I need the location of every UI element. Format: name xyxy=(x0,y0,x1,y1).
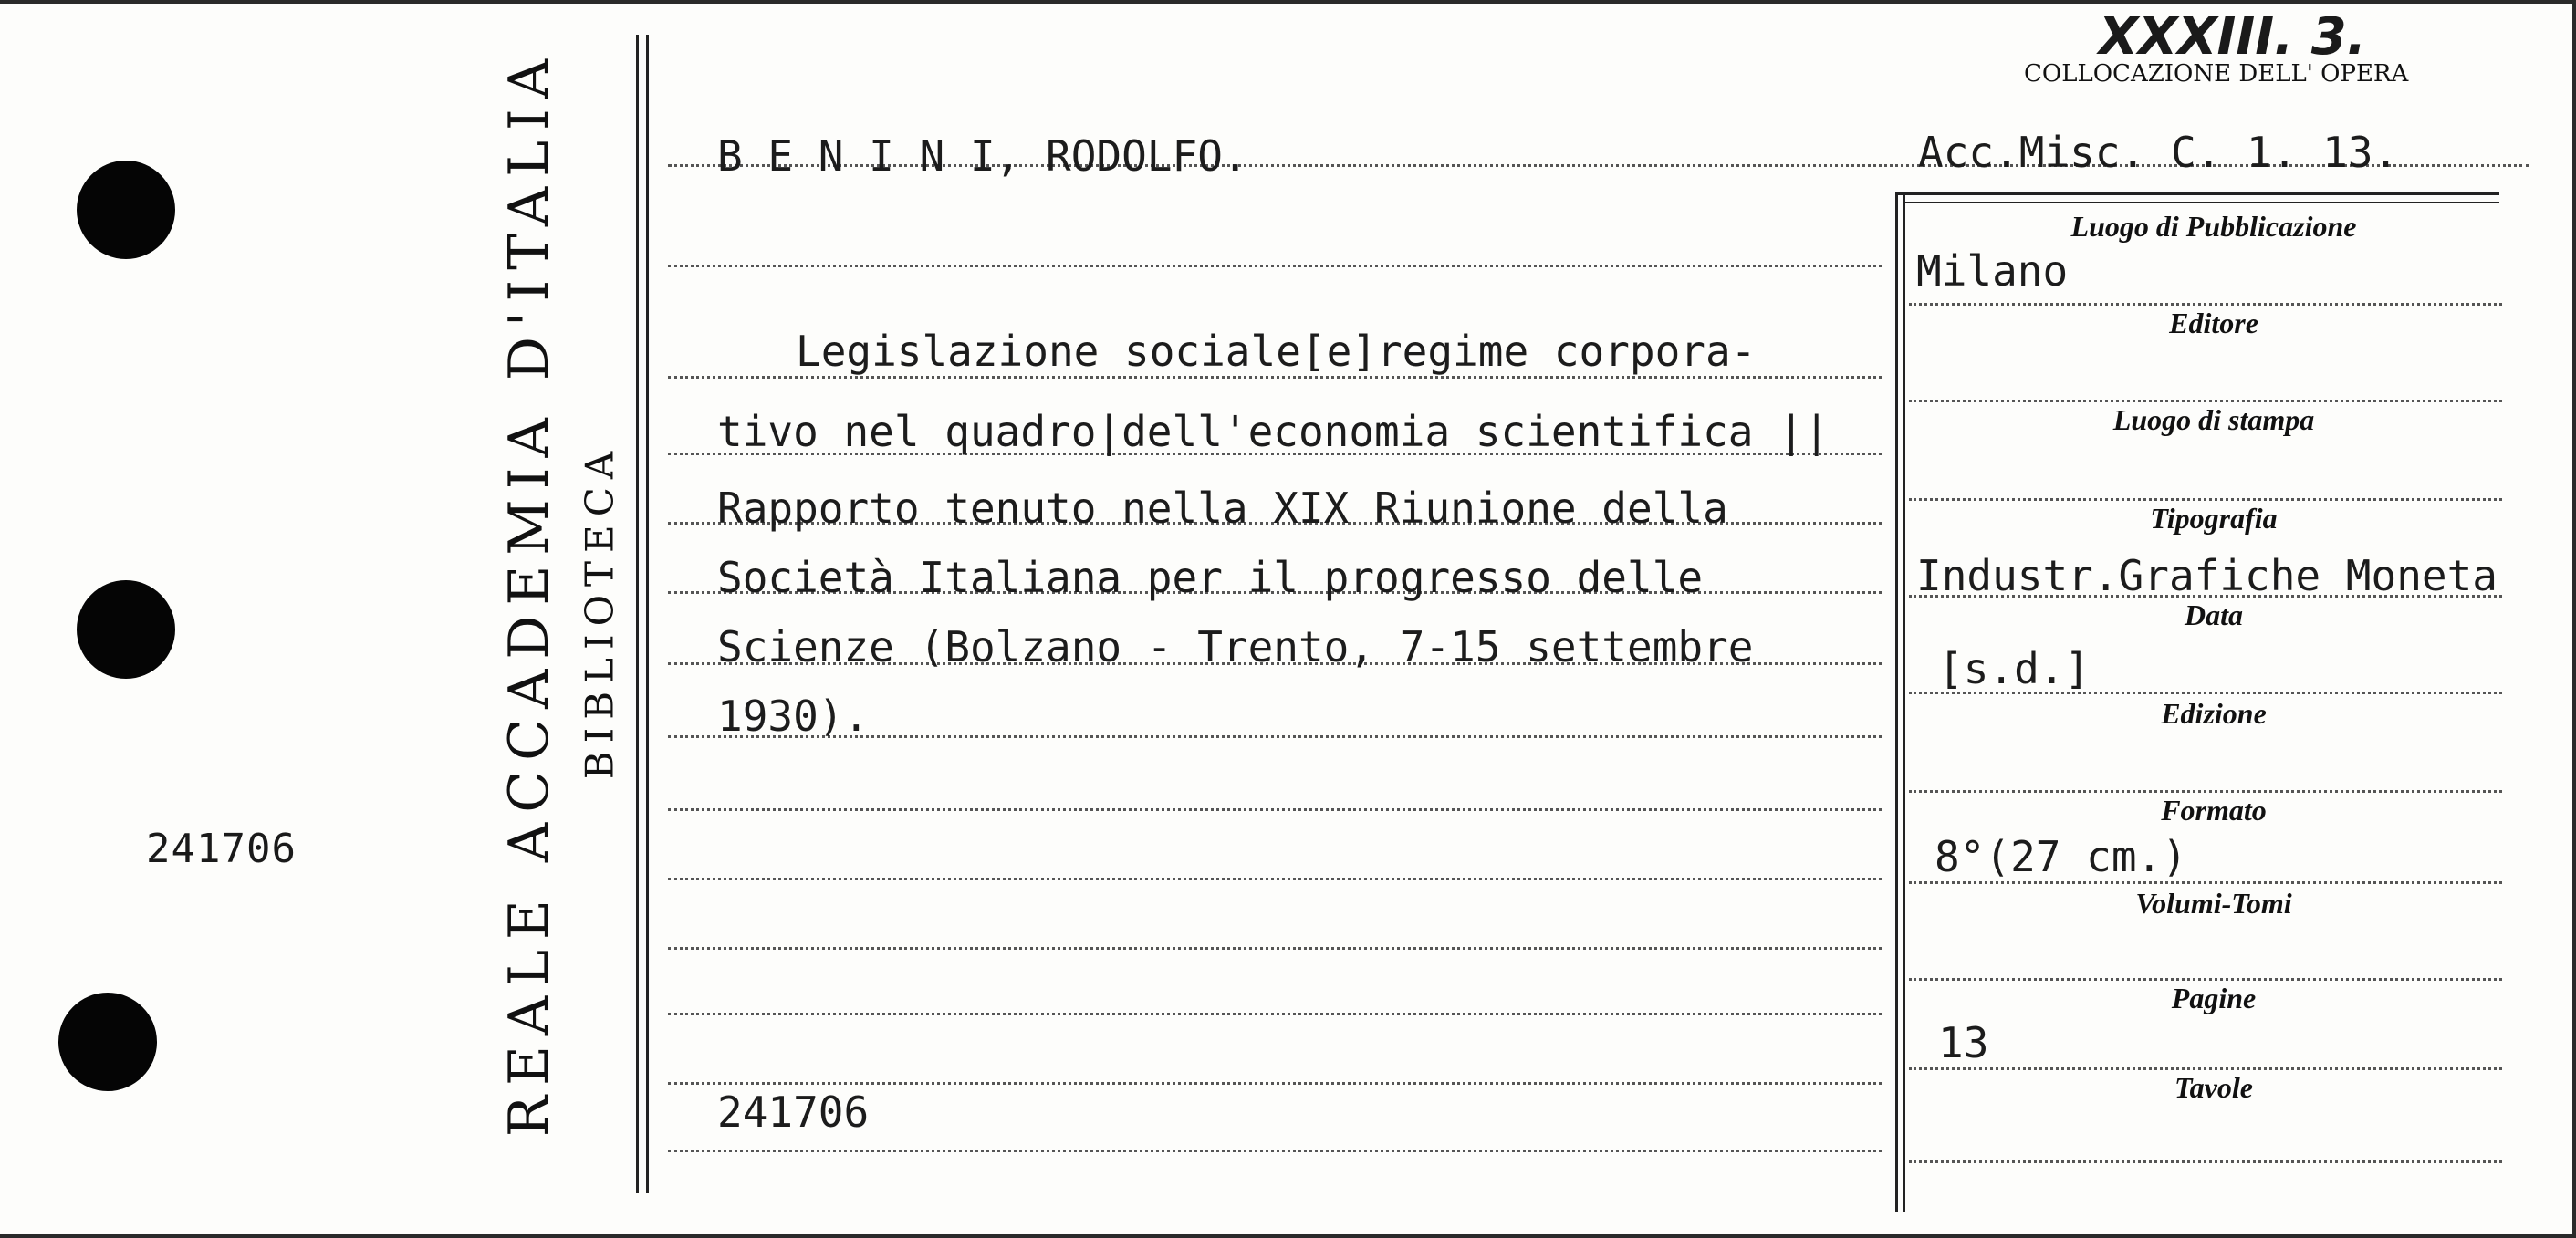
detail-line xyxy=(1909,498,2502,501)
entry-line xyxy=(668,1082,1882,1085)
value-pagine: 13 xyxy=(1938,1018,1989,1067)
call-number: Acc.Misc. C. 1. 13. xyxy=(1918,128,2399,177)
punch-hole-middle xyxy=(77,580,175,679)
label-formato: Formato xyxy=(2161,794,2267,827)
label-edizione: Edizione xyxy=(2161,697,2267,730)
right-box-rule-a xyxy=(1895,193,1898,1212)
detail-line xyxy=(1909,881,2502,884)
label-editore: Editore xyxy=(2169,307,2258,339)
detail-line xyxy=(1909,1160,2502,1163)
shelfmark-caption: COLLOCAZIONE DELL' OPERA xyxy=(2024,60,2409,88)
entry-line xyxy=(668,1013,1882,1015)
label-luogo-pubblicazione: Luogo di Pubblicazione xyxy=(2070,210,2357,243)
label-pagine: Pagine xyxy=(2171,982,2257,1014)
card-top-edge xyxy=(0,0,2576,4)
left-double-rule-b xyxy=(646,35,649,1193)
value-formato: 8°(27 cm.) xyxy=(1935,832,2187,881)
entry-line xyxy=(668,947,1882,950)
description-line: Legislazione sociale[e]regime corpora- xyxy=(796,327,1757,376)
description-line: Società Italiana per il progresso delle xyxy=(717,553,1704,602)
description-line: tivo nel quadro|dell'economia scientifica || xyxy=(717,407,1830,456)
value-data: [s.d.] xyxy=(1938,644,2091,693)
detail-line xyxy=(1909,303,2502,306)
entry-line xyxy=(668,808,1882,811)
entry-line xyxy=(668,376,1882,379)
right-box-top-rule-b xyxy=(1903,202,2499,203)
punch-hole-top xyxy=(77,161,175,259)
right-box-top-rule-a xyxy=(1895,192,2499,195)
label-tipografia: Tipografia xyxy=(2150,502,2278,535)
entry-inventory-number: 241706 xyxy=(717,1087,870,1137)
label-luogo-stampa: Luogo di stampa xyxy=(2112,403,2315,436)
detail-line xyxy=(1909,1067,2502,1070)
label-data: Data xyxy=(2185,598,2243,631)
detail-line xyxy=(1909,692,2502,694)
description-line: Rapporto tenuto nella XIX Riunione della xyxy=(717,484,1728,533)
library-name: BIBLIOTECA xyxy=(577,442,622,780)
entry-line xyxy=(668,878,1882,880)
author-heading: B E N I N I, RODOLFO. xyxy=(717,131,1248,181)
card-bottom-edge xyxy=(0,1234,2576,1238)
punch-hole-bottom xyxy=(58,993,157,1091)
card-right-edge xyxy=(2572,0,2576,1238)
entry-line xyxy=(668,265,1882,267)
detail-line xyxy=(1909,978,2502,981)
value-tipografia: Industr.Grafiche Moneta xyxy=(1916,551,2498,600)
value-luogo-pubblicazione: Milano xyxy=(1916,246,2069,296)
side-inventory-number: 241706 xyxy=(146,826,297,872)
institution-name: REALE ACCADEMIA D'ITALIA xyxy=(497,48,561,1138)
left-double-rule-a xyxy=(636,35,639,1193)
label-volumi-tomi: Volumi-Tomi xyxy=(2135,887,2292,920)
entry-line xyxy=(668,1150,1882,1152)
detail-line xyxy=(1909,400,2502,402)
label-tavole: Tavole xyxy=(2174,1071,2253,1104)
detail-line xyxy=(1909,595,2502,598)
detail-line xyxy=(1909,790,2502,793)
description-line: Scienze (Bolzano - Trento, 7-15 settembre xyxy=(717,622,1754,671)
shelfmark-handwritten: XXXIII. 3. xyxy=(2099,7,2367,67)
description-line: 1930). xyxy=(717,692,870,741)
